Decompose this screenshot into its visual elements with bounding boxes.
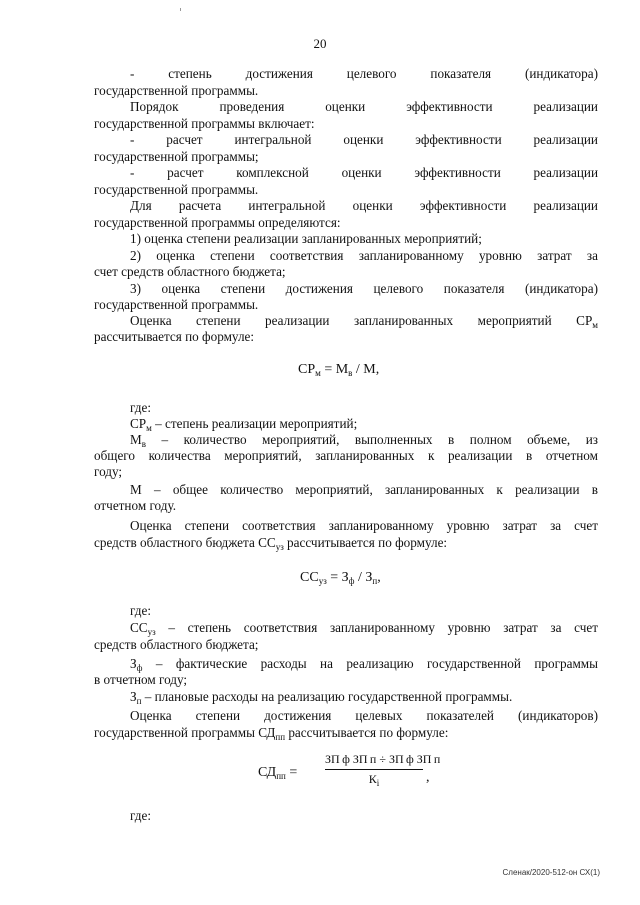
text-line: государственной программы;: [94, 148, 259, 164]
zf-definition-line2: в отчетном году;: [94, 672, 188, 687]
fraction-denominator: $К_i$: [368, 772, 380, 788]
sr-intro-line1: Оценка степени реализации запланированных мероприятий $СР_м$: [130, 313, 598, 330]
ss-definition-line2: средств областного бюджета;: [94, 637, 259, 652]
text-line: Порядок проведения оценки эффективности реализации: [130, 99, 598, 114]
sr-intro-line2: рассчитывается по формуле:: [94, 329, 255, 344]
text-line: государственной программы.: [94, 181, 259, 197]
ss-definition-line1: $СС_{уз}$ – степень соответствия запланированному уровню затрат за счет: [130, 620, 598, 637]
where-label: где:: [130, 603, 151, 618]
text-line: государственной программы определяются:: [94, 214, 341, 230]
m-definition-line2: отчетном году.: [94, 498, 177, 513]
formula-sd-fraction: [325, 752, 441, 788]
zf-definition-line1: $З_ф$ – фактические расходы на реализацию государственной программы: [130, 656, 598, 673]
text-line: государственной программы.: [94, 297, 259, 312]
text-line: 2) оценка степени соответствия запланированному уровню затрат за: [130, 247, 598, 263]
where-label: где:: [130, 808, 151, 823]
text-line: государственной программы включает:: [94, 115, 315, 131]
scan-mark: [180, 8, 181, 11]
sr-definition: $СР_м$ – степень реализации мероприятий;: [130, 416, 358, 433]
text-line: - расчет комплексной оценки эффективности реализации: [130, 165, 598, 180]
formula-sd-end: ,: [426, 770, 430, 785]
m-definition-line1: М – общее количество мероприятий, запланированных к реализации в: [130, 482, 598, 497]
text-line: государственной программы.: [94, 82, 259, 98]
page-number: 20: [313, 36, 327, 51]
text-line: 3) оценка степени достижения целевого показателя (индикатора): [130, 280, 598, 296]
mv-definition-line3: году;: [94, 464, 123, 479]
document-footer-code: Сленак/2020-512-он СХ(1): [502, 868, 600, 877]
formula-sr: $СР_м = М_в / М$,: [298, 362, 380, 378]
where-label: где:: [130, 400, 151, 415]
formula-ss: $СС_{уз} = З_ф / З_п$,: [300, 570, 381, 586]
fraction-numerator: ЗП ф ЗП п ÷ ЗП ф ЗП п: [325, 752, 423, 770]
sd-intro-line1: Оценка степени достижения целевых показателей (индикаторов): [130, 708, 598, 723]
formula-sd-lhs: $СД_{пп}$ =: [258, 765, 298, 781]
text-line: 1) оценка степени реализации запланированных мероприятий;: [130, 231, 482, 246]
ss-intro-line2: средств областного бюджета $СС_{уз}$ рассчитывается по формуле:: [94, 535, 448, 552]
text-line: - степень достижения целевого показателя (индикатора): [130, 66, 598, 81]
mv-definition-line2: общего количества мероприятий, запланированных к реализации в отчетном: [94, 448, 598, 463]
text-line: счет средств областного бюджета;: [94, 264, 286, 279]
sd-intro-line2: государственной программы $СД_{пп}$ рассчитывается по формуле:: [94, 725, 449, 742]
ss-intro-line1: Оценка степени соответствия запланированному уровню затрат за счет: [130, 518, 598, 533]
text-line: - расчет интегральной оценки эффективности реализации: [130, 132, 598, 147]
mv-definition-line1: $М_в$ – количество мероприятий, выполненных в полном объеме, из: [130, 432, 598, 449]
zp-definition: $З_п$ – плановые расходы на реализацию государственной программы.: [130, 689, 513, 706]
text-line: Для расчета интегральной оценки эффективности реализации: [130, 198, 598, 213]
